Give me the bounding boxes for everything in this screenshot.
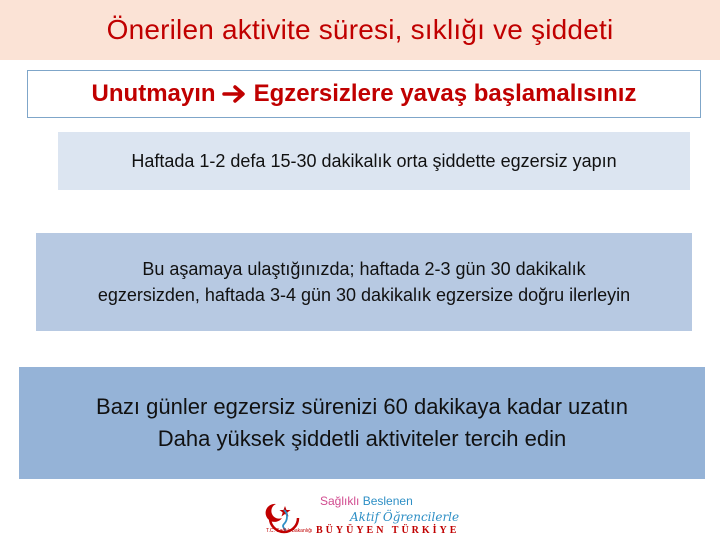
footer-logo xyxy=(262,492,462,538)
right-arrow-icon xyxy=(222,83,248,105)
step-3-line-2: Daha yüksek şiddetli aktiviteler tercih edin xyxy=(157,426,567,451)
title-band xyxy=(0,0,720,60)
reminder-right-text: Egzersizlere yavaş başlamalısınız xyxy=(253,80,637,107)
step-1-box xyxy=(58,132,690,190)
step-3-line-1: Bazı günler egzersiz sürenizi 60 dakikaya kadar uzatın xyxy=(96,394,628,419)
logo-line-2: Aktif Öğrencilerle xyxy=(350,510,460,524)
step-2-line-1: Bu aşamaya ulaştığınızda; haftada 2-3 gün 30 dakikalık xyxy=(142,259,586,279)
step-2-line-2: egzersizden, haftada 3-4 gün 30 dakikalık egzersize doğru ilerleyin xyxy=(97,285,631,305)
logo-ministry-text: T.C. Sağlık Bakanlığı xyxy=(266,528,313,534)
reminder-left-text: Unutmayın xyxy=(91,80,216,107)
logo-line-1a: Sağlıklı xyxy=(320,494,360,508)
slide-title: Önerilen aktivite süresi, sıklığı ve şiddeti xyxy=(106,14,614,45)
step-3-box xyxy=(19,367,705,479)
reminder-box xyxy=(27,70,701,118)
logo-line-3: BÜYÜYEN TÜRKİYE xyxy=(316,525,460,536)
logo-line-1b: Beslenen xyxy=(362,494,413,508)
logo-line-1 xyxy=(320,494,413,508)
step-1-line-1: Haftada 1-2 defa 15-30 dakikalık orta şiddette egzersiz yapın xyxy=(131,150,617,171)
step-2-box xyxy=(36,233,692,331)
